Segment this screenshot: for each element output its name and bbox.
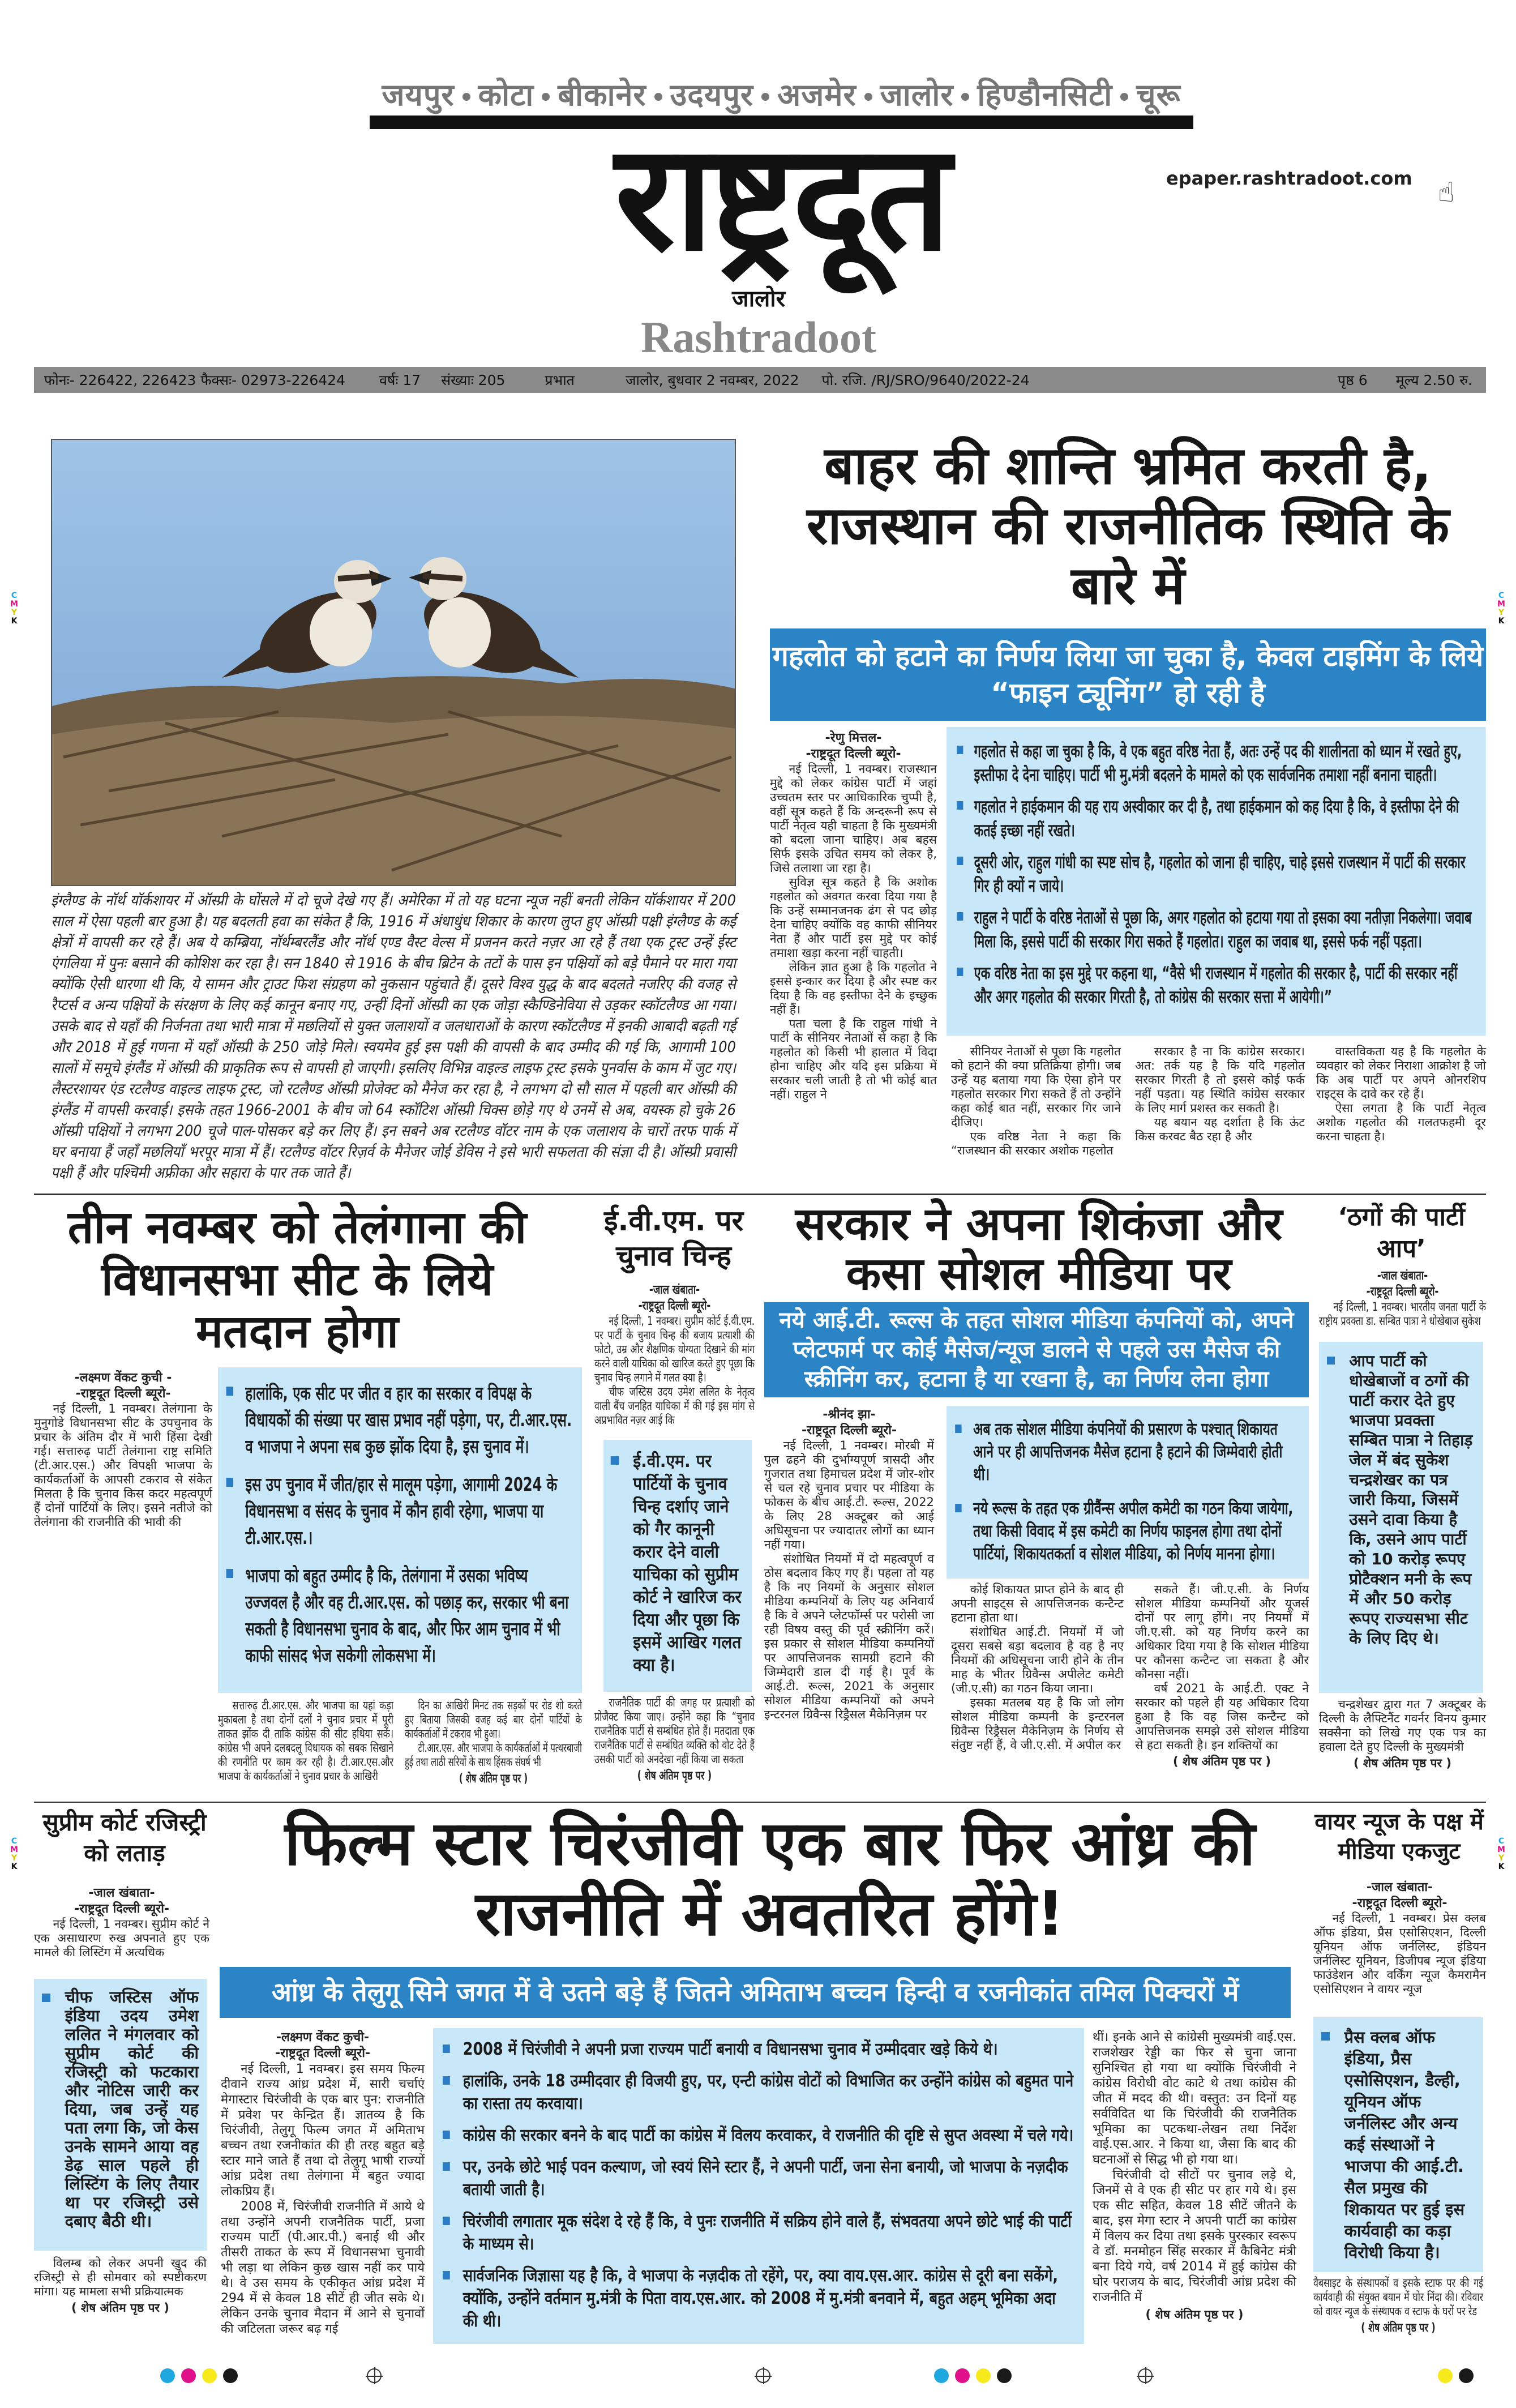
highlight-item: [1321, 2026, 1475, 2263]
paragraph: वर्ष 2021 के आई.टी. एक्ट ने सरकार को पहले ही यह अधिकार दिया हुआ है कि वह जिस कन्टैन्ट को आपत्तिजनक समझे उसे सोशल मीडिया से हटा सकती है। इन शक्तियों का: [1135, 1682, 1309, 1752]
bullet-square-icon: [443, 2045, 450, 2053]
yellow-letter: Y: [11, 608, 18, 617]
bullet-square-icon: [955, 1504, 961, 1512]
city: अजमेर: [777, 77, 857, 113]
article-column: [405, 1699, 582, 1795]
highlight-text: हालांकि, एक सीट पर जीत व हार का सरकार व विपक्ष के विधायकों की संख्या पर खास प्रभाव नहीं पड़ेगा, पर, टी.आर.एस. व भाजपा ने अपना सब कुछ झोंक दिया है, इस चुनाव में।: [245, 1382, 572, 1457]
highlight-text: आप पार्टी को धोखेबाजों व ठगों की पार्टी करार देते हुए भाजपा प्रवक्ता सम्बित पात्रा ने तिहाड़ जेल में बंद सुकेश चन्द्रशेखर का पत्र जारी किया, जिसमें उसने दावा किया है कि, उसने आप पार्टी को 10 करोड़ रूपए प्रोटैक्शन मनी के रूप में और 50 करोड़ रूपए राज्यसभा सीट के लिए दिए थे।: [1349, 1351, 1473, 1648]
continued-note: ( शेष अंतिम पृष्ठ पर ): [459, 1772, 528, 1785]
highlight-item: [443, 2265, 1074, 2333]
city: जालोर: [880, 77, 954, 113]
highlight-item: [955, 1498, 1300, 1566]
yellow-dot: [1438, 2368, 1453, 2383]
highlight-item: [957, 961, 1476, 1009]
cyan-letter: C: [1498, 1837, 1505, 1846]
article-column: [770, 730, 937, 1183]
paragraph: चीफ जस्टिस उदय उमेश ललित के नेतृत्व वाली बैंच जनहित याचिका में की गई इस मांग से अप्रभावित नज़र आई कि: [594, 1385, 755, 1427]
city: उदयपुर: [670, 77, 753, 113]
headline-chiranjeevi: फिल्म स्टार चिरंजीवी एक बार फिर आंध्र की राजनीति में अवतरित होंगे!: [284, 1808, 1256, 1949]
article-column: [1135, 1045, 1305, 1186]
city: चूरू: [1136, 77, 1181, 113]
byline-bureau: -राष्ट्रदूत दिल्ली ब्यूरो-: [638, 1299, 711, 1313]
photo-caption: इंग्लैण्ड के नॉर्थ यॉर्कशायर में ऑस्प्री के घोंसले में दो चूजे देखे गए हैं। अमेरिका में तो यह घटना न्यूज नहीं बनती लेकिन यॉर्कशायर में 200 साल में ऐसा पहली बार हुआ है। यह बदलती हवा का संकेत है कि, 1916 में अंधाधुंध शिकार के कारण लुप्त हुए ऑस्प्री पक्षी इंग्लैण्ड के कई क्षेत्रों में वापसी कर रहे हैं। अब ये कम्ब्रिया, नॉर्थम्बरलैंड और नॉर्थ एण्ड वैस्ट वेल्स में प्रजनन करते नज़र आ रहे हैं तथा एक ट्रस्ट उन्हें ईस्ट एंगलिया में पुनः बसाने की कोशिश कर रहा है। सन 1840 से 1916 के बीच ब्रिटेन के तटों के पास इन पक्षियों को बड़े पैमाने पर मारा गया क्योंकि ऐसी धारणा थी कि, ये सामन और ट्राउट फिश संग्रहण को नुकसान पहुंचाते हैं। दूसरे विश्व युद्ध के बाद बदलते नजरिए की वजह से रैप्टर्स व अन्य पक्षियों के संरक्षण के लिए कई कानून बनाए गए, उन्हीं दिनों ऑस्प्री का एक जोड़ा स्कैण्डिनेविया से उड़कर स्कॉटलैण्ड आ गया। उसके बाद से यहाँ की निर्जनता तथा भारी मात्रा में मछलियों से युक्त जलाशयों व जलधाराओं के कारण स्कॉटलैण्ड में इनकी आबादी बढ़ती गई और 2018 में हुई गणना में यहाँ ऑस्प्री के 250 जोड़े मिले। स्वयमेव हुई इस पक्षी की वापसी के बाद उम्मीद की गई कि, आगामी 100 सालों में समूचे इंग्लैंड में ऑस्प्री की प्राकृतिक रूप से वापसी हो जाएगी। इसलिए विभिन्न वाइल्ड लाइफ ट्रस्ट इसके पुनर्वास के काम में जुट गए। लैस्टरशायर एंड रटलैण्ड वाइल्ड लाइफ ट्रस्ट, जो रटलैण्ड ऑस्प्री प्रोजेक्ट को मैनेज कर रहा है, ने लगभग दो सौ साल में पहली बार ऑस्प्री की इंग्लैंड में वापसी करवाई। इसके तहत 1966-2001 के बीच जो 64 स्कॉटिश ऑस्प्री चिक्स छोड़े गए थे उनमें से अब, वयस्क हो चुके 26 ऑस्प्री पक्षियों ने लगभग 200 चूजे पाल-पोसकर बड़े कर लिए हैं। इन सबने अब रटलैण्ड वॉटर नाम के एक जलाशय के चारों तरफ पार्क में घर बनाया हैं जहाँ मछलियाँ भरपूर मात्रा में हैं। रटलैण्ड वॉटर रिज़र्व के मैनेजर जोई डेविस ने इसे भारी सफलता की संज्ञा दी है। ऑस्प्री प्रवासी पक्षी हैं और पश्चिमी अफ्रीका और सहारा के पार तक जाते हैं।: [51, 892, 736, 1182]
article-column: [951, 1045, 1121, 1186]
byline-author: -श्रीनंद झा-: [823, 1408, 876, 1422]
banner-rajasthan: गहलोत को हटाने का निर्णय लिया जा चुका है, केवल टाइमिंग के लिये “फाइन ट्यूनिंग” हो रही है: [770, 628, 1486, 721]
highlight-item: [443, 2156, 1074, 2201]
paragraph: सुविज्ञ सूत्र कहते है कि अशोक गहलोत को अवगत करवा दिया गया है कि उन्हें सम्मानजनक ढंग से पद छोड़ देना चाहिए क्योंकि वह काफी सीनियर नेता हैं और पार्टी इस मुद्दे पर कोई तमाशा खड़ा करना नहीं चाहती।: [770, 875, 937, 960]
bullet-square-icon: [957, 801, 963, 810]
highlight-text: राहुल ने पार्टी के वरिष्ठ नेताओं से पूछा कि, अगर गहलोत को हटाया गया तो इसका क्या नतीज़ा निकलेगा। जवाब मिला कि, इससे पार्टी की सरकार गिरा सकते हैं गहलोत। राहुल का जवाब था, इससे फर्क नहीं पड़ता।: [974, 908, 1472, 952]
article-column: [1093, 2030, 1296, 2344]
article-column: [1135, 1582, 1309, 1795]
headline-telangana: तीन नवम्बर को तेलंगाना की विधानसभा सीट के लिये मतदान होगा: [67, 1201, 527, 1358]
byline-bureau: -राष्ट्रदूत दिल्ली ब्यूरो-: [806, 747, 901, 761]
highlight-item: [443, 2038, 1074, 2061]
paragraph: थीं। इनके आने से कांग्रेसी मुख्यमंत्री वाई.एस. राजशेखर रेड्डी का फिर से चुना जाना सुनिश्चित हो गया था क्योंकि चिरंजीवी ने कांग्रेस विरोधी वोट काटे थे तथा कांग्रेस की जीत में मदद की थी। वस्तुत: उन दिनों यह सर्वविदित था कि चिरंजीवी की राजनैतिक भूमिका का पटकथा-लेखन तथा निर्देश वाई.एस.आर. ने किया था, जैसा कि बाद की घटनाओं से सिद्ध भी हो गया था।: [1093, 2030, 1296, 2167]
paragraph: सत्तारुढ़ टी.आर.एस. और भाजपा का यहां कड़ा मुकाबला है तथा दोनों दलों ने चुनाव प्रचार में पूरी ताकत झोंक दी ताकि कांग्रेस की सीट हथिया सकें। कांग्रेस भी अपने दलबदलू विधायक को सबक सिखाने की रणनीति पर काम कर रही है। टी.आर.एस.और भाजपा के कार्यकर्ताओं ने चुनाव प्रचार के आखिरी: [218, 1699, 393, 1783]
black-letter: K: [11, 1862, 18, 1871]
highlight-item: [957, 795, 1476, 842]
epaper-link[interactable]: epaper.rashtradoot.com: [1166, 168, 1412, 189]
paragraph: लेकिन ज्ञात हुआ है कि गहलोत ने इससे इन्कार कर दिया है और स्पष्ट कर दिया है कि वह इस्तीफा देने के इच्छुक नहीं हैं।: [770, 960, 937, 1016]
highlight-text: अब तक सोशल मीडिया कंपनियों की प्रसारण के पश्चात् शिकायत आने पर ही आपत्तिजनक मैसेज हटाना है हटाने की जिम्मेवारी होती थी।: [973, 1419, 1283, 1485]
highlight-item: [957, 739, 1476, 787]
bullet-square-icon: [1321, 2032, 1330, 2041]
bullet-dot: [761, 93, 769, 101]
paragraph: नई दिल्ली, 1 नवम्बर। राजस्थान मुद्दे को लेकर कांग्रेस पार्टी में जहां उच्चतम स्तर पर आधिकारिक चुप्पी है, वहीं सूत्र कहते हैं कि अन्दरूनी रूप से पार्टी नेतृत्व यही चाहता है कि मुख्यमंत्री को बदला जाना चाहिए। अब बहस सिर्फ इसके उचित समय को लेकर है, जिसे तलाशा जा रहा है।: [770, 762, 937, 875]
highlight-item: [957, 850, 1476, 898]
highlight-text: दूसरी ओर, राहुल गांधी का स्पष्ट सोच है, गहलोत को जाना ही चाहिए, चाहे इससे राजस्थान में पार्टी की सरकार गिर ही क्यों न जाये।: [974, 852, 1466, 896]
magenta-letter: M: [10, 1845, 18, 1854]
highlight-item: [226, 1471, 574, 1551]
article-column: [764, 1407, 934, 1798]
bullet-square-icon: [42, 1994, 50, 2002]
paragraph: ऐसा लगता है कि पार्टी नेतृत्व अशोक गहलोत की गलतफहमी दूर करना चाहता है।: [1316, 1101, 1486, 1143]
paragraph: संशोधित आई.टी. नियमों में जो दूसरा सबसे बड़ा बदलाव है वह है नए नियमों की अधिसूचना जारी होने के तीन माह के भीतर ग्रिवैन्स अपीलेट कमेटी (जी.ए.सी) का गठन किया जाना।: [951, 1625, 1124, 1695]
cyan-letter: C: [1498, 591, 1505, 600]
cyan-letter: C: [11, 591, 18, 600]
pointing-hand-icon: ☝: [1438, 177, 1455, 208]
cmyk-registration-mark: [1497, 592, 1505, 626]
article-column: [221, 2030, 425, 2344]
english-title: Rashtradoot: [640, 313, 876, 362]
magenta-letter: M: [10, 600, 18, 609]
headline-supreme-court: सुप्रीम कोर्ट रजिस्ट्री को लताड़: [42, 1808, 207, 1867]
highlight-text: 2008 में चिरंजीवी ने अपनी प्रजा राज्यम पार्टी बनायी व विधानसभा चुनाव में उम्मीदवार खड़े किये थे।: [462, 2039, 998, 2059]
city: जयपुर: [382, 77, 455, 113]
byline-bureau: -राष्ट्रदूत दिल्ली ब्यूरो-: [1352, 1896, 1448, 1910]
highlight-box: [34, 1979, 207, 2251]
osprey-photo: [51, 439, 736, 886]
highlight-text: चीफ जस्टिस ऑफ इंडिया उदय उमेश ललित ने मंगलवार को सुप्रीम कोर्ट की रजिस्ट्री को फटकारा और नोटिस जारी कर दिया, जब उन्हें यह पता लगा कि, जो केस उनके सामने आया वह डेढ़ साल पहले ही लिस्टिंग के लिए तैयार था पर रजिस्ट्री उसे दबाए बैठी थी।: [65, 1987, 199, 2231]
byline-author: -लक्ष्मण वेंकट कुची-: [276, 2030, 370, 2045]
highlights-box: [433, 2028, 1084, 2344]
continued-note: ( शेष अंतिम पृष्ठ पर ): [1145, 2308, 1244, 2321]
bullet-square-icon: [443, 2131, 450, 2139]
highlight-item: [443, 2210, 1074, 2256]
article-column: [34, 1885, 209, 1976]
cmyk-registration-mark: [1497, 1837, 1505, 1871]
highlight-text: इस उप चुनाव में जीत/हार से मालूम पड़ेगा, आगामी 2024 के विधानसभा व संसद के चुनाव में कौन हावी रहेगा, भाजपा या टी.आर.एस.।: [245, 1473, 558, 1549]
contact-info: फोनः- 226422, 226423 फैक्सः- 02973-226424: [44, 372, 346, 388]
paragraph: नई दिल्ली, 1 नवम्बर। इस समय फिल्म दीवाने राज्य आंध्र प्रदेश में, सारी चर्चाएं मेगास्टार चिरंजीवी के एक बार पुन: राजनीति में प्रवेश पर केन्द्रित हैं। ज्ञातव्य है कि चिरंजीवी, तेलुगू फिल्म जगत में अमिताभ बच्चन तथा रजनीकांत की ही तरह बहुत बड़े स्टार माने जाते हैं तथा दो तेलुगू भाषी राज्यों आंध्र प्रदेश तथा तेलंगाना में बहुत ज्यादा लोकप्रिय हैं।: [221, 2062, 425, 2199]
yellow-letter: Y: [11, 1854, 18, 1863]
banner-social-media: नये आई.टी. रूल्स के तहत सोशल मीडिया कंपनियों को, अपने प्लेटफार्म पर कोई मैसेज/न्यूज डालने से पहले उस मैसेज की स्क्रीनिंग कर, हटाना है या रखना है, का निर्णय लेना होगा: [764, 1302, 1309, 1397]
article-column: [951, 1582, 1124, 1795]
bullet-dot: [864, 93, 872, 101]
byline-bureau: -राष्ट्रदूत दिल्ली ब्यूरो-: [1366, 1285, 1439, 1299]
paragraph: नई दिल्ली, 1 नवम्बर। सुप्रीम कोर्ट ई.वी.एम. पर पार्टी के चुनाव चिन्ह की बजाय प्रत्याशी की फोटो, उम्र और शैक्षणिक योग्यता दिखाने की मांग करने वाली याचिका को खारिज करते हुए पूछा कि चुनाव चिन्ह लगाने में गलत क्या है।: [594, 1314, 755, 1384]
black-dot: [997, 2368, 1012, 2383]
city: हिण्डौनसिटी: [977, 77, 1113, 113]
bullet-square-icon: [955, 1425, 961, 1433]
cmyk-registration-mark: [10, 592, 18, 626]
bullet-square-icon: [1327, 1357, 1335, 1365]
article-column: [1313, 2276, 1483, 2347]
byline-author: -रेणु मित्तल-: [825, 731, 882, 745]
paragraph: पता चला है कि राहुल गांधी ने पार्टी के सीनियर नेताओं से कहा है कि गहलोत को किसी भी हालात में विदा होना चाहिए और यदि इस प्रक्रिया में सरकार चली जाती है तो भी कोई बात नहीं। राहुल ने: [770, 1017, 937, 1101]
black-letter: K: [1498, 1862, 1505, 1871]
newspaper-logo: राष्ट्रदूत: [615, 113, 948, 284]
edition-name: जालोर: [732, 286, 785, 312]
byline-bureau: -राष्ट्रदूत दिल्ली ब्यूरो-: [801, 1423, 897, 1438]
highlight-box: [1319, 1342, 1483, 1693]
yellow-letter: Y: [1498, 1854, 1505, 1863]
article-column: [218, 1699, 393, 1795]
paragraph: चन्द्रशेखर द्वारा गत 7 अक्टूबर के दिल्ली के लैफ्टिनैंट गवर्नर विनय कुमार सक्सैना को लिखे गए एक पत्र का हवाला देते हुए दिल्ली के मुख्यमंत्री: [1319, 1697, 1486, 1753]
paragraph: दिन का आखिरी मिनट तक सड़कों पर रोड शो करते हुए बिताया जिसकी वजह कई बार दोनों पार्टियों के कार्यकर्ताओं में टकराव भी हुआ।: [405, 1699, 582, 1740]
cyan-dot: [934, 2368, 949, 2383]
osprey-nest-image: [52, 440, 736, 886]
registration: पो. रजि. /RJ/SRO/9640/2022-24: [821, 372, 1030, 388]
headline-wire-news: वायर न्यूज के पक्ष में मीडिया एकजुट: [1314, 1809, 1484, 1864]
byline-bureau: -राष्ट्रदूत दिल्ली ब्यूरो-: [74, 1902, 170, 1916]
crosshair-icon: [367, 2368, 382, 2383]
highlight-item: [443, 2124, 1074, 2147]
headline-social-media: सरकार ने अपना शिकंजा और कसा सोशल मीडिया पर: [795, 1197, 1283, 1300]
highlight-text: ई.वी.एम. पर पार्टियों के चुनाव चिन्ह दर्शाए जाने को गैर कानूनी करार देने वाली याचिका को सुप्रीम कोर्ट ने खारिज कर दिया और पूछा कि इसमें आखिर गलत क्या है।: [633, 1451, 742, 1675]
bullet-dot: [654, 93, 662, 101]
paragraph: सीनियर नेताओं से पूछा कि गहलोत को हटाने की क्या प्रतिक्रिया होगी। जब उन्हें यह बताया गया कि ऐसा होने पर गहलोत सरकार गिरा सकते हैं तो उन्होंने कहा कोई बात नहीं, सरकार गिर जाने दीजिए।: [951, 1045, 1121, 1129]
paragraph: राजनैतिक पार्टी की जगह पर प्रत्याशी को प्रोजैक्ट किया जाए। उन्होंने कहा कि “चुनाव राजनैतिक पार्टी से सम्बंधित होते हैं। मतदाता एक राजनैतिक पार्टी से सम्बंधित व्यक्ति को वोट देते हैं उसकी पार्टी को अनदेखा नहीं किया जा सकता: [594, 1696, 755, 1766]
bullet-dot: [462, 93, 470, 101]
crosshair-icon: [1138, 2368, 1153, 2383]
cyan-letter: C: [11, 1837, 18, 1846]
byline-bureau: -राष्ट्रदूत दिल्ली ब्यूरो-: [75, 1387, 171, 1401]
byline-author: -जाल खंबाता-: [1377, 1269, 1428, 1283]
section-divider: [34, 1802, 1486, 1803]
paragraph: संशोधित नियमों में दो महत्वपूर्ण व ठोस बदलाव किए गए हैं। पहला तो यह है कि नए नियमों के अनुसार सोशल मीडिया कम्पनियों के लिए यह अनिवार्य है कि वे अपने प्लेटफॉर्म्स पर परोसी जा रही विषय वस्तु की पूर्व स्क्रीनिंग करें। इस प्रकार से सोशल मीडिया कम्पनियों पर आपत्तिजनक सामग्री हटाने की जिम्मेदारी डाल दी गई है। पूर्व के आई.टी. रूल्स, 2021 के अनुसार सोशल मीडिया कम्पनियों को अपने इन्टरनल ग्रिवैन्स रिड्रैसल मैकेनिज़म पर: [764, 1552, 934, 1721]
bullet-square-icon: [957, 912, 963, 921]
continued-note: ( शेष अंतिम पृष्ठ पर ): [1361, 2321, 1436, 2334]
byline-author: -जाल खंबाता-: [88, 1886, 155, 1900]
byline-author: -जाल खंबाता-: [649, 1283, 700, 1297]
article-column: [1319, 1697, 1486, 1797]
paragraph: टी.आर.एस. और भाजपा के कार्यकर्ताओं में पत्थरबाजी हुई तथा लाठी सरियों के साथ हिंसक संघर्ष भी: [405, 1741, 582, 1769]
highlights-box: [218, 1367, 582, 1693]
paragraph: नई दिल्ली, 1 नवम्बर। प्रेस क्लब ऑफ इंडिया, प्रैस एसोसिएशन, दिल्ली यूनियन ऑफ जर्नलिस्ट, इंडियन जर्नलिस्ट यूनियन, डिजीपब न्यूज इंडिया फाउंडेशन और वर्किंग न्यूज कैमरामैन एसोसिएशन ने वायर न्यूज: [1313, 1911, 1486, 1996]
edition-cities: [362, 72, 1200, 114]
highlight-item: [957, 906, 1476, 953]
issue-number: संख्याः 205: [441, 372, 506, 388]
article-column: [594, 1282, 755, 1436]
paragraph: नई दिल्ली, 1 नवम्बर। भारतीय जनता पार्टी के राष्ट्रीय प्रवक्ता डा. सम्बित पात्रा ने धोखेबाज सुकेश: [1319, 1300, 1486, 1328]
bullet-square-icon: [443, 2076, 450, 2085]
bullet-square-icon: [957, 968, 963, 977]
magenta-letter: M: [1497, 1845, 1505, 1854]
headline-aap: ‘ठगों की पार्टी आप’: [1338, 1203, 1465, 1263]
yellow-letter: Y: [1498, 608, 1505, 617]
highlight-item: [1327, 1351, 1475, 1648]
bullet-square-icon: [957, 746, 963, 755]
paragraph: वैबसाइट के संस्थापकों व इसके स्टाफ पर की गई कार्यवाही की संयुक्त बयान में घोर निंदा की। रविवार को वायर न्यूज के संस्थापक व स्टाफ के घरों पर रेड: [1313, 2276, 1483, 2318]
banner-chiranjeevi: आंध्र के तेलुगू सिने जगत में वे उतने बड़े हैं जितने अमिताभ बच्चन हिन्दी व रजनीकांत तमिल पिक्चरों में: [220, 1967, 1291, 2018]
paragraph: विलम्ब को लेकर अपनी खुद की रजिस्ट्री से ही सोमवार को स्पष्टीकरण मांगा। यह मामला सभी प्रक्रियात्मक: [34, 2256, 207, 2298]
highlight-item: [226, 1562, 574, 1669]
article-column: [34, 1370, 212, 1792]
paragraph: नई दिल्ली, 1 नवम्बर। मोरबी में पुल ढहने की दुर्भाग्यपूर्ण त्रासदी और गुजरात तथा हिमाचल प्रदेश में जोर-शोर से चल रहे चुनाव प्रचार पर मीडिया के फोकस के बीच आई.टी. रूल्स, 2022 के लिए 28 अक्टूबर को आई अधिसूचना पर ज्यादातर लोगों का ध्यान नहीं गया।: [764, 1439, 934, 1551]
cyan-dot: [160, 2368, 175, 2383]
continued-note: ( शेष अंतिम पृष्ठ पर ): [1173, 1755, 1271, 1768]
highlight-text: गहलोत से कहा जा चुका है कि, वे एक बहुत वरिष्ठ नेता हैं, अतः उन्हें पद की शालीनता को ध्यान में रखते हुए, इस्तीफा दे देना चाहिए। पार्टी भी मु.मंत्री बदलने के मामले को एक सार्वजनिक तमाशा नहीं बनाना चाहती।: [974, 741, 1462, 785]
black-letter: K: [1498, 617, 1505, 626]
bullet-square-icon: [443, 2217, 450, 2225]
paragraph: नई दिल्ली, 1 नवम्बर। तेलंगाना के मुनुगोडे विधानसभा सीट के उपचुनाव के प्रचार के अंतिम दौर में भारी हिंसा देखी गई। सत्तारुढ़ पार्टी तेलंगाना राष्ट्र समिति (टी.आर.एस.) और विपक्षी भाजपा के कार्यकर्ताओं के आपसी टकराव से संकेत मिलता है कि चुनाव किस कदर महत्वपूर्ण हैं दोनों पार्टियों के लिए। इसने नतीजे को तेलंगाना की राजनीति की भावी की: [34, 1402, 212, 1529]
highlight-text: कांग्रेस की सरकार बनने के बाद पार्टी का कांग्रेस में विलय करवाकर, वे राजनीति की दृष्टि से सुप्त अवस्था में चले गये।: [462, 2125, 1074, 2145]
highlights-box: [947, 727, 1486, 1036]
bullet-square-icon: [226, 1387, 233, 1396]
article-column: [1316, 1045, 1486, 1186]
article-column: [1319, 1268, 1486, 1339]
black-dot: [223, 2368, 238, 2383]
continued-note: ( शेष अंतिम पृष्ठ पर ): [1354, 1756, 1451, 1770]
price: मूल्य 2.50 रु.: [1395, 372, 1472, 388]
highlight-text: पर, उनके छोटे भाई पवन कल्याण, जो स्वयं सिने स्टार हैं, ने अपनी पार्टी, जना सेना बनायी, जो भाजपा के नज़दीक बतायी जाती है।: [462, 2157, 1068, 2200]
city: बीकानेर: [558, 77, 646, 113]
highlight-text: एक वरिष्ठ नेता का इस मुद्दे पर कहना था, “वैसे भी राजस्थान में गहलोत की सरकार है, पार्टी की सरकार नहीं और अगर गहलोत की सरकार गिरती है, तो कांग्रेस की सरकार सत्ता में आयेगी।”: [974, 963, 1458, 1007]
info-bar: [34, 367, 1486, 393]
bullet-square-icon: [957, 857, 963, 866]
black-letter: K: [11, 617, 18, 626]
magenta-dot: [181, 2368, 196, 2383]
byline-author: -लक्ष्मण वेंकट कुची -: [74, 1371, 172, 1385]
black-dot: [1459, 2368, 1474, 2383]
date: जालोर, बुधवार 2 नवम्बर, 2022: [625, 372, 799, 388]
bullet-square-icon: [443, 2162, 450, 2171]
headline-evm: ई.वी.एम. पर चुनाव चिन्ह: [603, 1204, 744, 1272]
paragraph: यह बयान यह दर्शाता है कि ऊंट किस करवट बैठ रहा है और: [1135, 1115, 1305, 1143]
yellow-dot: [202, 2368, 217, 2383]
highlight-text: हालांकि, उनके 18 उम्मीदवार ही विजयी हुए, पर, एन्टी कांग्रेस वोटों को विभाजित कर उन्होंने कांग्रेस को बहुमत पाने का रास्ता तय करवाया।: [462, 2071, 1074, 2114]
yellow-dot: [976, 2368, 991, 2383]
highlight-item: [611, 1450, 745, 1676]
section-divider: [34, 1194, 1486, 1195]
edition-type: प्रभात: [545, 372, 575, 388]
highlight-item: [42, 1988, 199, 2231]
bullet-square-icon: [443, 2271, 450, 2279]
paragraph: सरकार है ना कि कांग्रेस सरकार। अत: तर्क यह है कि यदि गहलोत सरकार गिरती है तो इससे कोई फर्क नहीं पड़ता। यह स्थिति कांग्रेस सरकार के लिए मार्ग प्रशस्त कर सकती है।: [1135, 1045, 1305, 1115]
paragraph: नई दिल्ली, 1 नवम्बर। सुप्रीम कोर्ट ने एक असाधारण रुख अपनाते हुए एक मामले की लिस्टिंग में अत्यधिक: [34, 1917, 209, 1959]
paragraph: कोई शिकायत प्राप्त होने के बाद ही अपनी साइट्स से आपत्तिजनक कन्टैन्ट हटाना होता था।: [951, 1582, 1124, 1624]
article-column: [1313, 1880, 1486, 2014]
paragraph: एक वरिष्ठ नेता ने कहा कि “राजस्थान की सरकार अशोक गहलोत: [951, 1130, 1121, 1157]
page-number: पृष्ठ 6: [1337, 372, 1368, 388]
highlight-box: [1313, 2017, 1483, 2272]
magenta-letter: M: [1497, 600, 1505, 609]
article-column: [34, 2256, 207, 2333]
highlight-item: [443, 2070, 1074, 2115]
magenta-dot: [955, 2368, 970, 2383]
highlight-text: सार्वजनिक जिज्ञासा यह है कि, वे भाजपा के नज़दीक तो रहेंगे, पर, क्या वाय.एस.आर. कांग्रेस से दूरी बना सकेंगे, क्योंकि, उन्होंने वर्तमान मु.मंत्री के पिता वाय.एस.आर. को 2008 में मु.मंत्री बनवाने में, बहुत अहम् भूमिका अदा की थी।: [462, 2266, 1059, 2331]
highlight-text: गहलोत ने हाईकमान की यह राय अस्वीकार कर दी है, तथा हाईकमान को कह दिया है कि, वे इस्तीफा देने की कतई इच्छा नहीं रखते।: [974, 797, 1459, 841]
paragraph: इसका मतलब यह है कि जो लोग सोशल मीडिया कम्पनी के इन्टरनल ग्रिवैन्स रिड्रैसल मैकेनिज़म के निर्णय से संतुष्ट नहीं हैं, वे जी.ए.सी. में अपील कर: [951, 1696, 1124, 1752]
year: वर्षः 17: [379, 372, 421, 388]
highlight-item: [226, 1380, 574, 1460]
continued-note: ( शेष अंतिम पृष्ठ पर ): [71, 2301, 169, 2315]
bullet-dot: [961, 93, 969, 101]
highlight-box: [603, 1440, 752, 1692]
paragraph: 2008 में, चिरंजीवी राजनीति में आये थे तथा उन्होंने अपनी राजनैतिक पार्टी, प्रजा राज्यम पार्टी (पी.आर.पी.) बनाई थी और तीसरी ताकत के रूप में विधानसभा चुनावी भी लड़ा था लेकिन कुछ खास नहीं कर पाये थे। वे उस समय के एकीकृत आंध्र प्रदेश में 294 में से केवल 18 सीटें ही जीत सके थे। लेकिन उनके चुनाव मैदान में आने से चुनावों की जटिलता जरूर बढ़ गई: [221, 2200, 425, 2336]
cmyk-registration-mark: [10, 1837, 18, 1871]
article-column: [594, 1696, 755, 1795]
highlights-box: [947, 1406, 1309, 1579]
bullet-dot: [1120, 93, 1128, 101]
paragraph: चिरंजीवी दो सीटों पर चुनाव लड़े थे, जिनमें से वे एक ही सीट पर हार गये थे। इस एक सीट सहित, केवल 18 सीटें जीतने के बाद, इस मेगा स्टार ने अपनी पार्टी का कांग्रेस में विलय कर दिया तथा इसके पुरस्कार स्वरूप वे डॉ. मनमोहन सिंह सरकार में कैबिनेट मंत्री बना दिये गये, वर्ष 2014 में हुई कांग्रेस की घोर पराजय के बाद, चिरंजीवी आंध्र प्रदेश की राजनीति में: [1093, 2168, 1296, 2304]
highlight-text: चिरंजीवी लगातार मूक संदेश दे रहे हैं कि, वे पुनः राजनीति में सक्रिय होने वाले हैं, संभवतया अपने छोटे भाई की पार्टी के माध्यम से।: [462, 2212, 1072, 2254]
bullet-square-icon: [611, 1456, 619, 1465]
bullet-dot: [542, 93, 550, 101]
byline-author: -जाल खंबाता-: [1366, 1880, 1433, 1894]
byline-bureau: -राष्ट्रदूत दिल्ली ब्यूरो-: [275, 2046, 371, 2060]
continued-note: ( शेष अंतिम पृष्ठ पर ): [637, 1769, 712, 1782]
paragraph: सकते हैं। जी.ए.सी. के निर्णय सोशल मीडिया कम्पनियों और यूजर्स दोनों पर लागू होंगे। नए नियमों में जी.ए.सी. को यह निर्णय करने का अधिकार दिया गया है कि सोशल मीडिया पर कौनसा कन्टैन्ट जा सकता है और कौनसा नहीं।: [1135, 1582, 1309, 1681]
crosshair-icon: [756, 2368, 770, 2383]
bullet-square-icon: [226, 1478, 233, 1487]
headline-rajasthan: बाहर की शान्ति भ्रमित करती है, राजस्थान की राजनीतिक स्थिति के बारे में: [807, 435, 1449, 616]
highlight-text: भाजपा को बहुत उम्मीद है कि, तेलंगाना में उसका भविष्य उज्जवल है और वह टी.आर.एस. को पछाड़ कर, सरकार भी बना सकती है विधानसभा चुनाव के बाद, और फिर आम चुनाव में भी काफी सांसद भेज सकेगी लोकसभा में।: [245, 1564, 569, 1666]
paragraph: वास्तविकता यह है कि गहलोत के व्यवहार को लेकर निराशा आक्रोश है जो कि अब पार्टी पर अपने ओनरशिप राइट्स के दावे कर रहे हैं।: [1316, 1045, 1486, 1101]
bullet-square-icon: [226, 1569, 233, 1579]
highlight-text: प्रैस क्लब ऑफ इंडिया, प्रैस एसोसिएशन, डैल्ही, यूनियन ऑफ जर्नलिस्ट और अन्य कई संस्थाओं ने भाजपा की आई.टी. सैल प्रमुख की शिकायत पर हुई इस कार्यवाही का कड़ा विरोधी किया है।: [1344, 2028, 1465, 2262]
highlight-item: [955, 1418, 1300, 1486]
highlight-text: नये रूल्स के तहत एक ग्रीवैंन्स अपील कमेटी का गठन किया जायेगा, तथा किसी विवाद में इस कमेटी का निर्णय फाइनल होगा तथा दोनों पार्टियां, शिकायतकर्ता व सोशल मीडिया, को निर्णय मानना होगा।: [973, 1499, 1294, 1564]
city: कोटा: [478, 77, 534, 113]
